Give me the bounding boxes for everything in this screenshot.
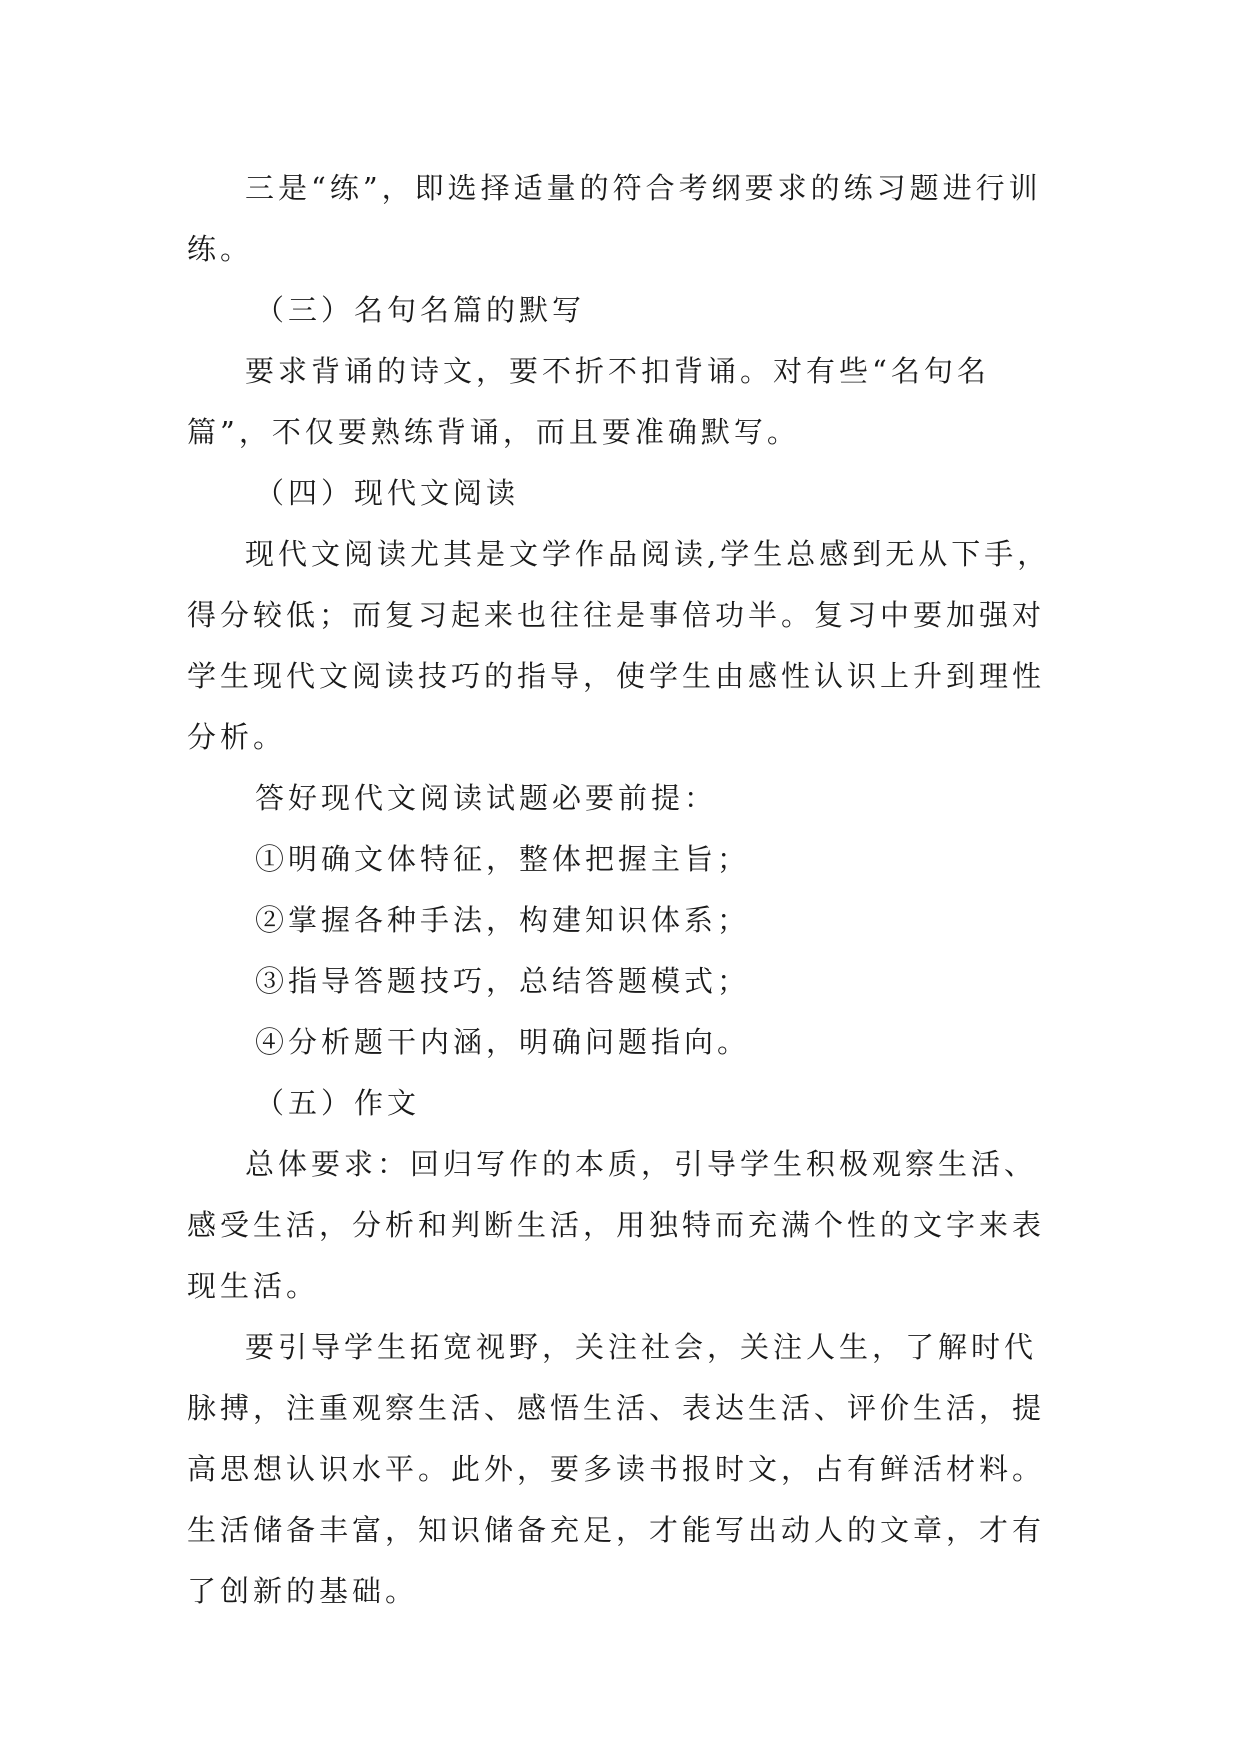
list-item: ④分析题干内涵，明确问题指向。 <box>255 1025 751 1059</box>
section-heading-recitation: （三）名句名篇的默写 <box>255 293 586 327</box>
paragraph-composition-guidance: 要引导学生拓宽视野，关注社会，关注人生，了解时代脉搏，注重观察生活、感悟生活、表达生活、评价生活，提高思想认识水平。此外，要多读书报时文，占有鲜活材料。生活储备丰富，知识储备充足，才能写出动人的文章，才有了创新的基础。 <box>187 1330 1046 1608</box>
paragraph-recitation: 要求背诵的诗文，要不折不扣背诵。对有些“名句名篇”，不仅要熟练背诵，而且要准确默写。 <box>187 354 990 449</box>
paragraph-prerequisites: 答好现代文阅读试题必要前提： <box>255 781 718 815</box>
section-heading-composition: （五）作文 <box>255 1086 421 1120</box>
paragraph-practice: 三是“练”，即选择适量的符合考纲要求的练习题进行训练。 <box>187 171 1042 266</box>
section-heading-modern-reading: （四）现代文阅读 <box>255 476 520 510</box>
paragraph-composition-requirements: 总体要求：回归写作的本质，引导学生积极观察生活、感受生活，分析和判断生活，用独特而充满个性的文字来表现生活。 <box>187 1147 1046 1303</box>
list-item: ③指导答题技巧，总结答题模式； <box>255 964 751 998</box>
document-body <box>187 158 1057 1622</box>
list-item: ②掌握各种手法，构建知识体系； <box>255 903 751 937</box>
paragraph-modern-reading: 现代文阅读尤其是文学作品阅读,学生总感到无从下手，得分较低；而复习起来也往往是事倍功半。复习中要加强对学生现代文阅读技巧的指导，使学生由感性认识上升到理性分析。 <box>187 537 1051 754</box>
list-item: ①明确文体特征，整体把握主旨； <box>255 842 751 876</box>
